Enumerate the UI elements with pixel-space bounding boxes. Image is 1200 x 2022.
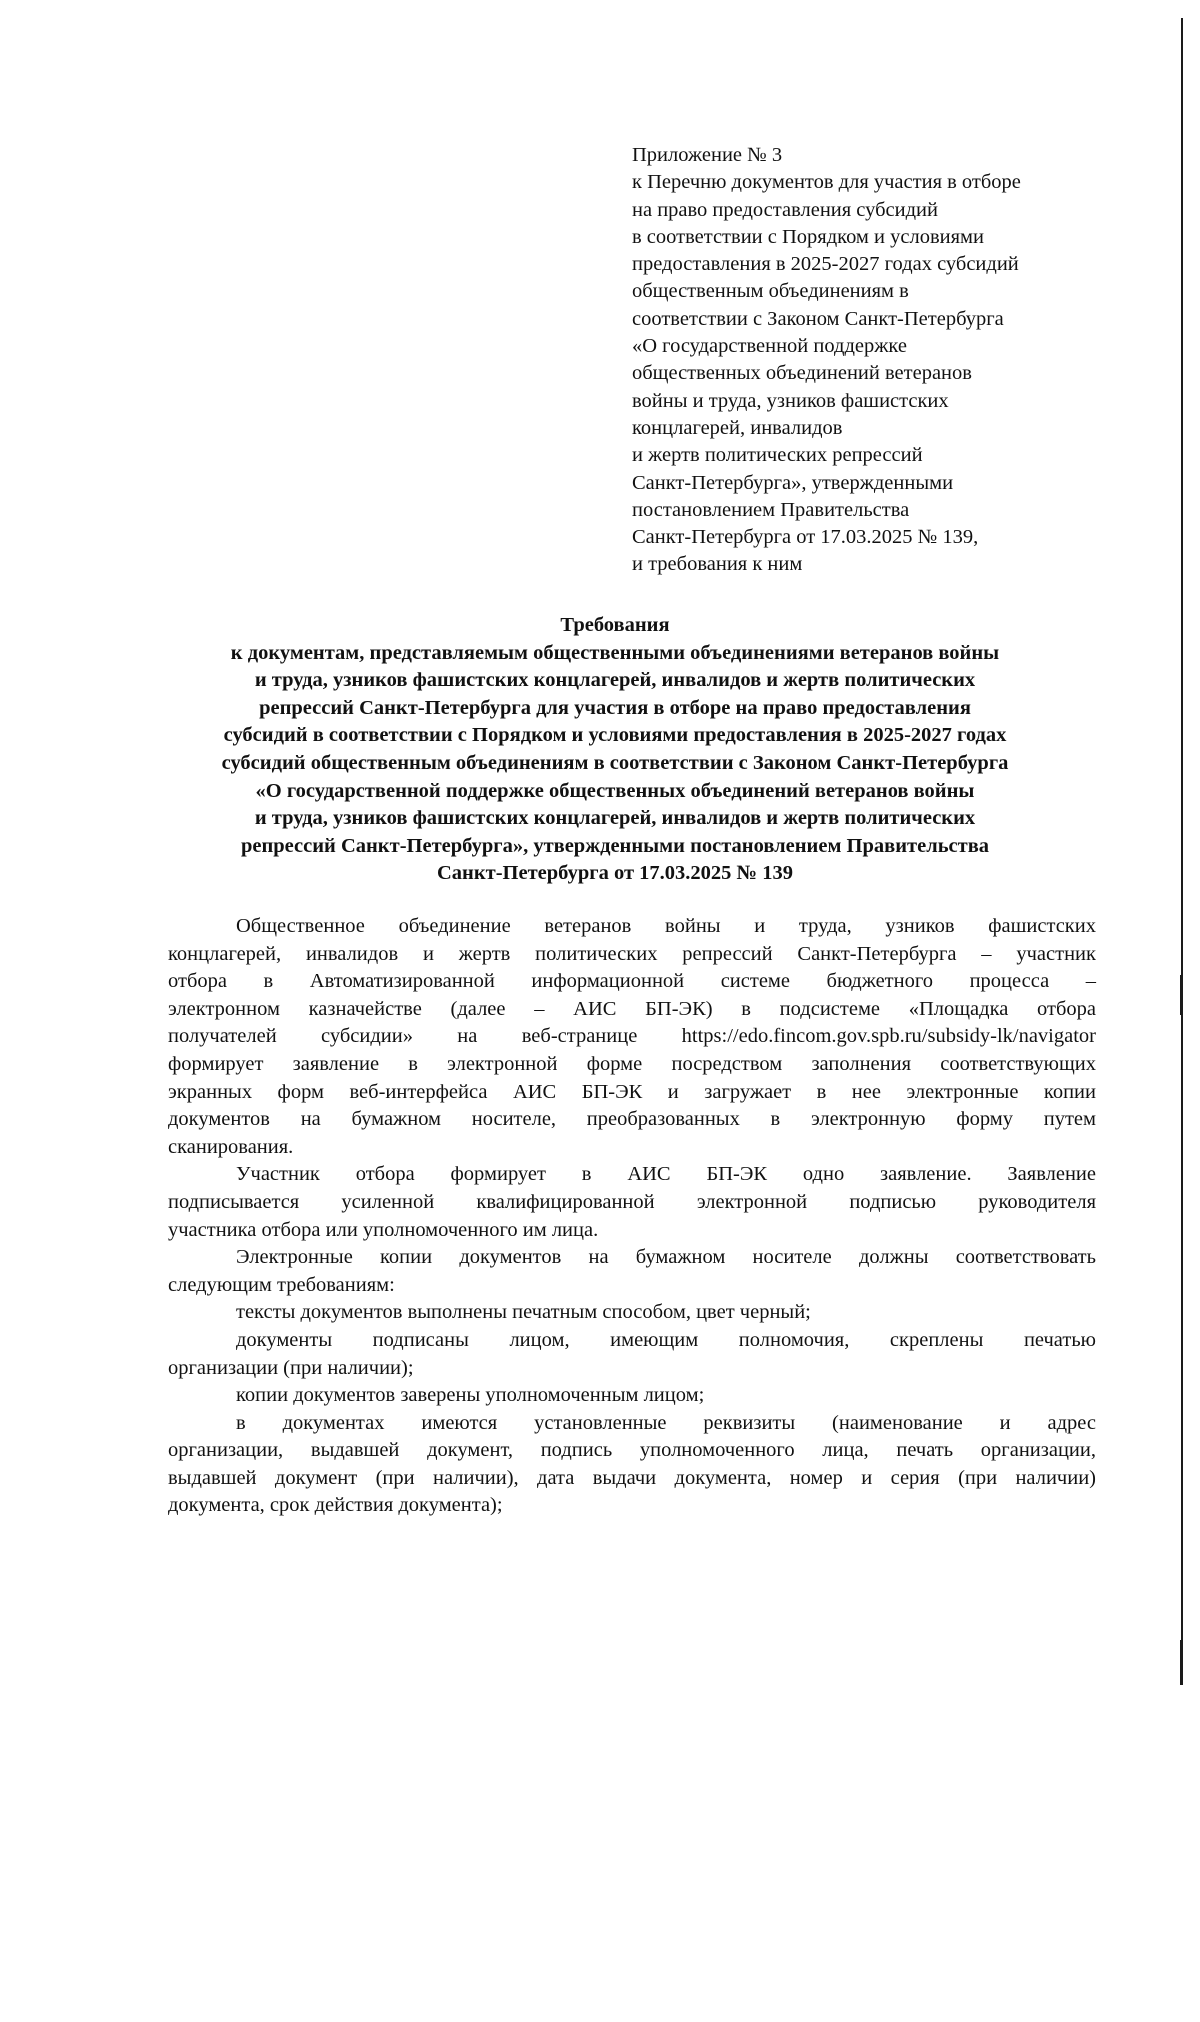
paragraph-line: следующим требованиям: — [168, 1273, 395, 1296]
body-text — [168, 913, 1096, 1520]
title-line: Санкт-Петербурга от 17.03.2025 № 139 — [436, 862, 794, 885]
appendix-line: к Перечню документов для участия в отборе — [632, 171, 1021, 194]
appendix-line: «О государственной поддержке — [632, 335, 907, 358]
paragraph-line: организации, выдавшей документ, подпись уполномоченного лица, печать организации, — [168, 1439, 1096, 1462]
paragraph-requisites — [168, 1410, 1096, 1520]
scan-edge-line — [1181, 18, 1183, 1678]
appendix-header — [632, 142, 1102, 579]
appendix-line: Санкт-Петербурга от 17.03.2025 № 139, — [632, 526, 979, 549]
title-line: субсидий общественным объединениям в соответствии с Законом Санкт-Петербурга — [221, 751, 1009, 774]
appendix-line: общественным объединениям в — [632, 280, 909, 303]
paragraph-line: сканирования. — [168, 1135, 294, 1158]
paragraph-line: организации (при наличии); — [168, 1356, 414, 1379]
paragraph-printed — [168, 1299, 1096, 1327]
paragraph-line: документы подписаны лицом, имеющим полномочия, скреплены печатью — [236, 1328, 1096, 1351]
paragraph-line: подписывается усиленной квалифицированной электронной подписью руководителя — [168, 1190, 1096, 1213]
paragraph-line: участника отбора или уполномоченного им лица. — [168, 1218, 599, 1241]
appendix-line: на право предоставления субсидий — [632, 198, 938, 221]
paragraph-line: отбора в Автоматизированной информационной системе бюджетного процесса – — [168, 970, 1096, 993]
paragraph-application — [168, 1161, 1096, 1244]
paragraph-line: тексты документов выполнены печатным способом, цвет черный; — [236, 1301, 811, 1324]
appendix-line: Приложение № 3 — [632, 144, 783, 166]
title-line: «О государственной поддержке общественных объединений ветеранов войны — [255, 779, 975, 802]
appendix-line: и требования к ним — [632, 553, 803, 576]
paragraph-line: документов на бумажном носителе, преобразованных в электронную форму путем — [168, 1108, 1096, 1131]
title-line: субсидий в соответствии с Порядком и условиями предоставления в 2025-2027 годах — [223, 724, 1007, 747]
appendix-line: войны и труда, узников фашистских — [632, 389, 949, 412]
paragraph-line: получателей субсидии» на веб-странице https://edo.fincom.gov.spb.ru/subsidy-lk/navigator — [168, 1025, 1096, 1048]
appendix-line: постановлением Правительства — [632, 498, 910, 521]
appendix-line: Санкт-Петербурга», утвержденными — [632, 471, 954, 494]
paragraph-line: экранных форм веб-интерфейса АИС БП-ЭК и загружает в нее электронные копии — [168, 1080, 1096, 1103]
paragraph-line: выдавшей документ (при наличии), дата выдачи документа, номер и серия (при наличии) — [168, 1466, 1096, 1489]
appendix-line: предоставления в 2025-2027 годах субсидий — [632, 253, 1019, 276]
scan-edge-mark — [1180, 1640, 1183, 1685]
paragraph-line: Участник отбора формирует в АИС БП-ЭК одно заявление. Заявление — [236, 1163, 1096, 1186]
paragraph-copies-requirements — [168, 1244, 1096, 1299]
appendix-line: и жертв политических репрессий — [632, 444, 923, 467]
title-line: и труда, узников фашистских концлагерей, инвалидов и жертв политических — [254, 669, 976, 692]
paragraph-signed — [168, 1327, 1096, 1382]
scan-edge-mark — [1180, 975, 1183, 1015]
paragraph-line: в документах имеются установленные реквизиты (наименование и адрес — [236, 1411, 1096, 1434]
paragraph-line: электронном казначействе (далее – АИС БП-ЭК) в подсистеме «Площадка отбора — [168, 997, 1096, 1020]
paragraph-line: концлагерей, инвалидов и жертв политических репрессий Санкт-Петербурга – участник — [168, 942, 1096, 965]
title-line: репрессий Санкт-Петербурга», утвержденными постановлением Правительства — [240, 834, 990, 857]
appendix-line: концлагерей, инвалидов — [632, 416, 843, 439]
title-line: и труда, узников фашистских концлагерей, инвалидов и жертв политических — [254, 807, 976, 830]
paragraph-certified — [168, 1382, 1096, 1410]
paragraph-line: копии документов заверены уполномоченным лицом; — [236, 1384, 705, 1407]
paragraph-line: формирует заявление в электронной форме посредством заполнения соответствующих — [168, 1052, 1096, 1075]
title-line: Требования — [560, 614, 670, 636]
requirements-title — [150, 612, 1080, 888]
appendix-line: соответствии с Законом Санкт-Петербурга — [632, 307, 1004, 330]
paragraph-line: Электронные копии документов на бумажном носителе должны соответствовать — [236, 1246, 1096, 1269]
paragraph-participant — [168, 913, 1096, 1161]
paragraph-line: документа, срок действия документа); — [168, 1494, 503, 1517]
appendix-line: в соответствии с Порядком и условиями — [632, 225, 984, 248]
appendix-line: общественных объединений ветеранов — [632, 362, 972, 385]
paragraph-line: Общественное объединение ветеранов войны и труда, узников фашистских — [236, 915, 1096, 937]
title-line: репрессий Санкт-Петербурга для участия в отборе на право предоставления — [259, 696, 971, 719]
title-line: к документам, представляемым общественными объединениями ветеранов войны — [230, 641, 1000, 664]
